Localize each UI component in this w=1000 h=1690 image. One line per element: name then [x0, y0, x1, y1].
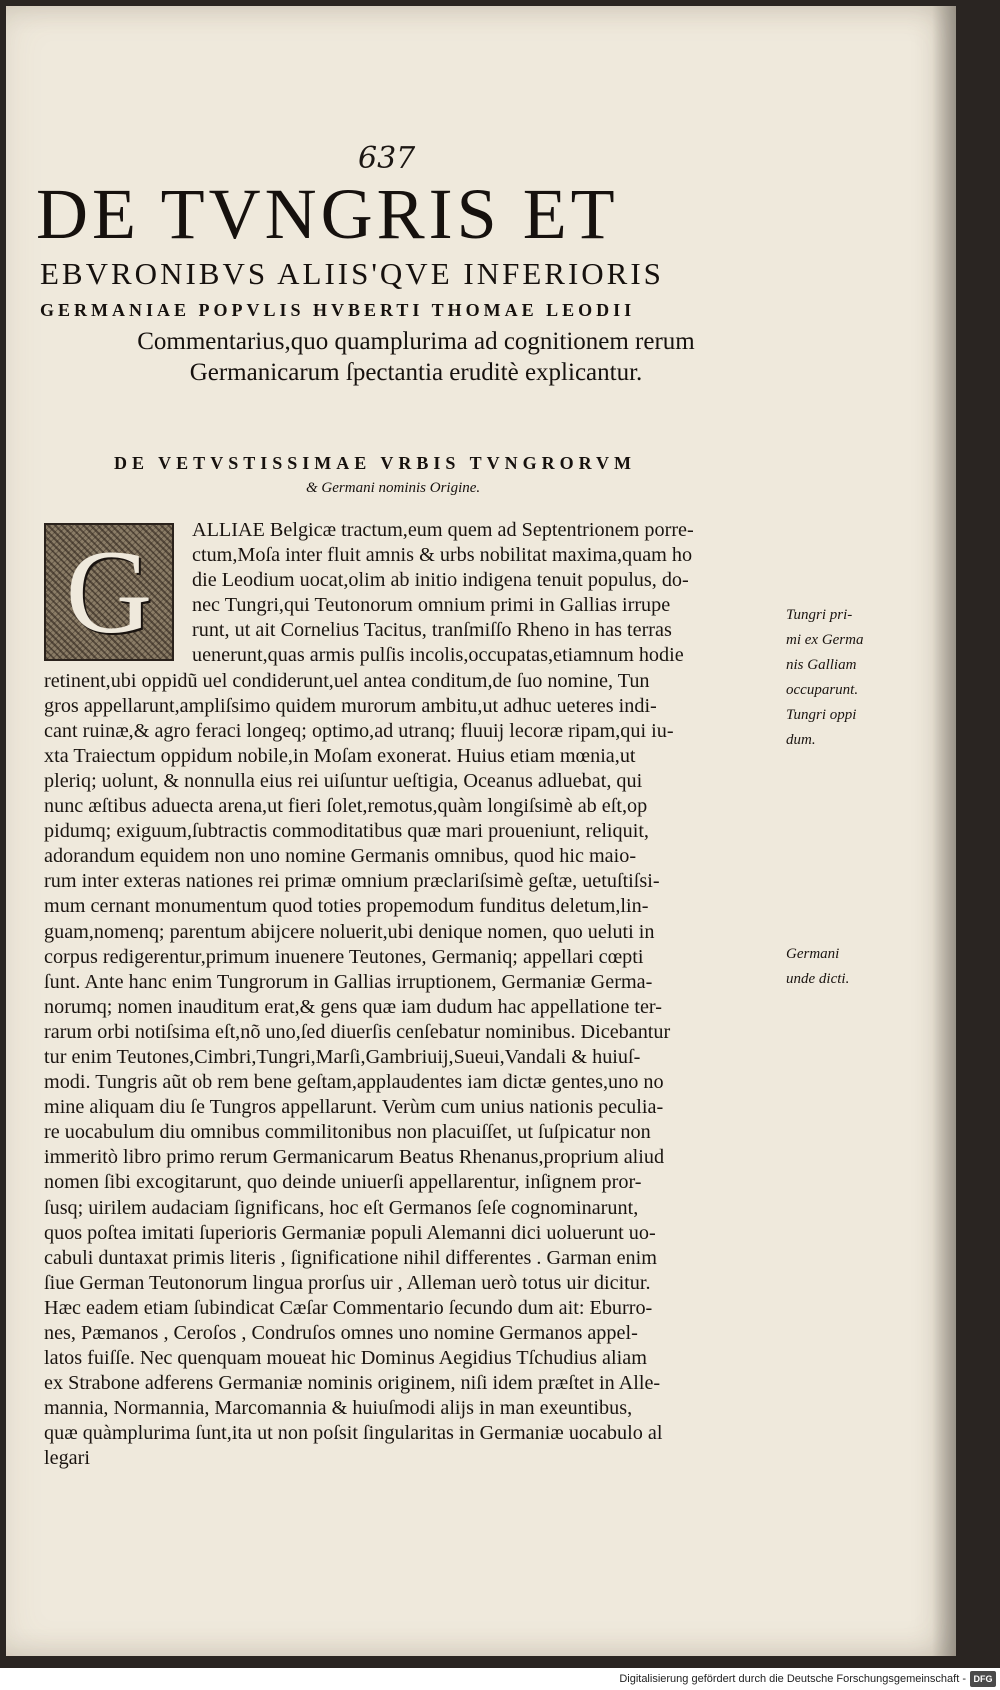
body-line: latos fuiſſe. Nec quenquam moueat hic Dominus Aegidius Tſchudius aliam — [44, 1347, 647, 1370]
margin-note-line: Germani — [786, 946, 840, 962]
body-line: ſunt. Ante hanc enim Tungrorum in Gallias irruptionem, Germaniæ Germa- — [44, 970, 653, 993]
body-line: pidumq; exiguum,ſubtractis commoditatibus quæ mari proueniunt, reliquit, — [44, 820, 649, 843]
body-line: runt, ut ait Cornelius Tacitus, tranſmiſſo Rheno in has terras — [192, 619, 672, 642]
body-line: guam,nomenq; parentum abijcere noluerit,ubi denique nomen, quo ueluti in — [44, 920, 655, 943]
title-main: DE TVNGRIS ET — [36, 174, 619, 254]
body-line: quos poſtea imitati ſuperioris Germaniæ populi Alemanni dici uoluerunt uo- — [44, 1221, 656, 1244]
body-line: ALLIAE Belgicæ tractum,eum quem ad Septentrionem porre- — [192, 519, 694, 541]
body-line: mine aliquam diu ſe Tungros appellarunt. Verùm cum unius nationis peculia- — [44, 1096, 664, 1119]
section-subheading: & Germani nominis Origine. — [306, 480, 481, 496]
body-line: quæ quàmplurima ſunt,ita ut non poſsit ſingularitas in Germaniæ uocabulo al — [44, 1422, 663, 1445]
page-number: 637 — [358, 141, 416, 176]
margin-note-tungri — [786, 603, 863, 753]
section-heading: DE VETVSTISSIMAE VRBIS TVNGRORVM — [114, 453, 636, 473]
body-line: ex Strabone adferens Germaniæ nominis originem, niſi idem præſtet in Alle- — [44, 1372, 661, 1395]
margin-note-line: nis Galliam — [786, 657, 857, 673]
body-line: re uocabulum diu omnibus commilitonibus non placuiſſet, ut ſuſpicatur non — [44, 1121, 651, 1144]
body-line: nunc æſtibus aduecta arena,ut fieri ſolet,remotus,quàm longiſsimè ab eſt,op — [44, 795, 648, 818]
title-line-4: Commentarius,quo quamplurima ad cognitionem rerum Germanicarum ſpectantia eruditè explicantur. — [137, 328, 695, 386]
body-line: nomen ſibi excogitarunt, quo deinde uniuerſi appellarentur, inſignem pror- — [44, 1171, 642, 1194]
body-line: Hæc eadem etiam ſubindicat Cæſar Commentario ſecundo dum ait: Eburro- — [44, 1296, 653, 1319]
body-line: adorandum equidem non uno nomine Germanis omnibus, quod hic maio- — [44, 845, 637, 868]
body-line: pleriq; uolunt, & nonnulla eius rei uiſuntur ueſtigia, Oceanus adluebat, qui — [44, 769, 643, 792]
margin-note-line: unde dicti. — [786, 971, 850, 987]
body-line: ſusq; uirilem audaciam ſignificans, hoc eſt Germanos ſeſe cognominarunt, — [44, 1196, 639, 1219]
body-line: retinent,ubi oppidũ uel condiderunt,uel antea conditum,de ſuo nomine, Tun — [44, 669, 650, 692]
body-line: legari — [44, 1447, 90, 1470]
body-line: immeritò libro primo rerum Germanicarum Beatus Rhenanus,proprium aliud — [44, 1146, 665, 1169]
margin-note-germani — [786, 942, 849, 992]
body-line: uenerunt,quas armis pulſis incolis,occupatas,etiamnum hodie — [192, 644, 684, 667]
body-line: nec Tungri,qui Teutonorum omnium primi in Gallias irrupe — [192, 594, 671, 617]
body-line: modi. Tungris aũt ob rem bene geſtam,applaudentes iam dictæ gentes,uno no — [44, 1071, 664, 1094]
body-line: gros appellarunt,ampliſsimo quidem murorum ambitu,ut adhuc ueteres indi- — [44, 694, 657, 717]
spine-shadow — [932, 6, 956, 1656]
body-line: ſiue German Teutonorum lingua prorſus uir , Alleman uerò totus uir dicitur. — [44, 1271, 651, 1294]
body-line: cabuli duntaxat primis literis , ſignificatione nihil differentes . Garman enim — [44, 1246, 657, 1269]
body-line: nes, Pæmanos , Ceroſos , Condruſos omnes uno nomine Germanos appel- — [44, 1322, 638, 1344]
body-line: xta Traiectum oppidum nobile,in Moſam exonerat. Huius etiam mœnia,ut — [44, 744, 636, 767]
body-line: corpus redigerentur,primum inuenere Teutones, Germaniq; appellari cœpti — [44, 945, 644, 968]
body-line: mannia, Normannia, Marcomannia & huiuſmodi alijs in man exeuntibus, — [44, 1397, 633, 1420]
footer-text: Digitalisierung gefördert durch die Deutsche Forschungsgemeinschaft - — [619, 1673, 966, 1685]
body-line: rum inter exteras nationes rei primæ omnium præclariſsimè geſtæ, uetuſtiſsi- — [44, 870, 660, 893]
body-line: cant ruinæ,& agro feraci longeq; optimo,ad utranq; fluuij lecoræ ripam,qui iu- — [44, 719, 674, 742]
margin-note-line: mi ex Germa — [786, 632, 864, 648]
body-line: mum cernant monumentum quod toties propemodum funditus deletum,lin- — [44, 895, 649, 918]
body-line: die Leodium uocat,olim ab initio indigena tenuit populus, do- — [192, 569, 689, 592]
margin-note-line: Tungri pri- — [786, 607, 853, 623]
book-page — [6, 6, 956, 1656]
body-text — [44, 518, 786, 1472]
title-line-2: EBVRONIBVS ALIIS'QVE INFERIORIS — [40, 256, 664, 291]
margin-note-line: occuparunt. — [786, 682, 859, 698]
body-line: norumq; nomen inauditum erat,& gens quæ iam dudum hac appellatione ter- — [44, 995, 662, 1018]
title-line-3: GERMANIAE POPVLIS HVBERTI THOMAE LEODII — [40, 300, 636, 320]
initial-letter: G — [65, 525, 153, 658]
body-line: tur enim Teutones,Cimbri,Tungri,Marſi,Gambriuij,Sueui,Vandali & huiuſ- — [44, 1045, 641, 1068]
body-line: rarum orbi notiſsima eſt,nõ uno,ſed diuerſis cenſebatur nominibus. Dicebantur — [44, 1020, 671, 1043]
body-line: ctum,Moſa inter fluit amnis & urbs nobilitat maxima,quam ho — [192, 544, 693, 567]
dfg-logo: DFG — [970, 1671, 996, 1687]
margin-note-line: dum. — [786, 732, 816, 748]
margin-note-line: Tungri oppi — [786, 707, 857, 723]
footer-bar — [0, 1668, 1000, 1690]
